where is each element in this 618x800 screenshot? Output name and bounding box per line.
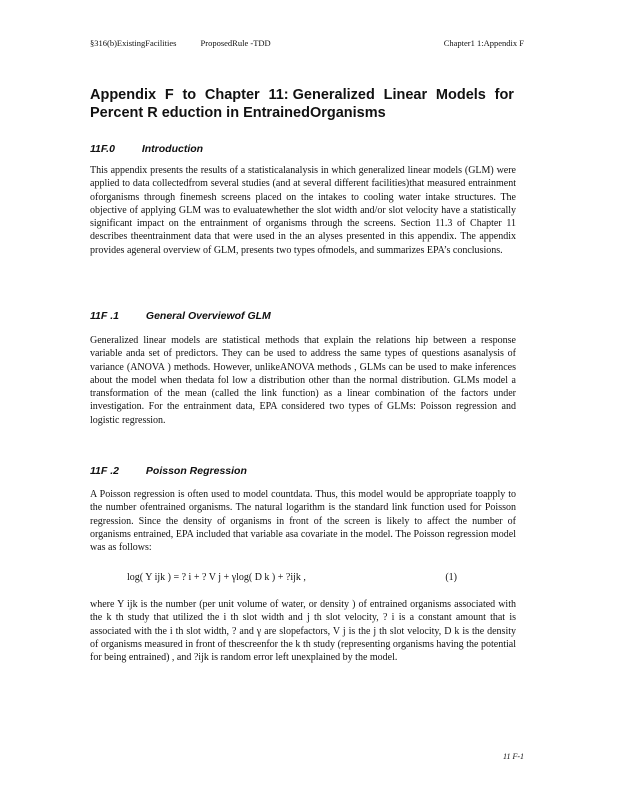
equation-number: (1) [445,572,457,583]
title-word: Chapter [204,87,260,103]
title-line-2: Percent R eduction in EntrainedOrganisms [90,105,386,121]
poisson-paragraph: A Poisson regression is often used to model countdata. Thus, this model would be appropriate toapply to the number ofentrained organisms. The natural logarithm is the standard link function used for Poisson regression. Since the density of organisms in front of the screen is likely to affect the number of organisms entrained, EPA included that variable asa covariate in the model. The Poisson regression model was as follows: [90,489,516,554]
section-title: Poisson Regression [145,465,247,477]
title-word: Models [435,87,486,103]
section-title: Introduction [141,143,204,155]
header-section-ref: §316(b)ExistingFacilities [90,38,177,48]
title-word: to [182,87,197,103]
title-word: Linear [383,87,428,103]
running-header-left [90,38,271,48]
page-number: 11 F-1 [503,752,524,761]
variable-definitions-paragraph: where Y ijk is the number (per unit volume of water, or density ) of entrained organisms associated with the k th study that utilized the i th slot width and j th slot velocity, ? i is a constant amount that is associated with the i th slot width, ? and γ are slopefactors, V j is the j th slot velocity, D k is the density of organisms measured in front of thescreenfor the k th study (representing organisms having the potential for being entrained) , and ?ijk is random error left unexplained by the model. [90,599,516,664]
section-heading-poisson [90,465,247,477]
title-line-1 [90,86,514,104]
section-number: 11F .2 [90,465,119,477]
title-word: 11: Generalized [268,87,375,103]
section-heading-glm-overview [90,310,271,322]
section-number: 11F.0 [90,143,115,155]
header-rule: ProposedRule -TDD [200,38,271,48]
header-chapter: Chapter1 1:Appendix F [443,38,524,48]
section-number: 11F .1 [90,310,119,322]
introduction-paragraph: This appendix presents the results of a statisticalanalysis in which generalized linear models (GLM) were applied to data collectedfrom several studies (and at several different facilities)that measured entrainment oforganisms through finemesh screens placed on the intakes to cooling water intake structures. The objective of applying GLM was to evaluatewhether the slot width and/or slot velocity have a statistically significant impact on the entrainment of organisms through the screens. Section 11.3 of Chapter 11 describes theentrainment data that were used in the an alyses presented in this appendix. The appendix provides ageneral overview of GLM, presents two types ofmodels, and summarizes EPA’s conclusions. [90,165,516,256]
title-word: for [494,87,514,103]
section-heading-introduction [90,143,203,155]
title-word: F [164,87,174,103]
equation-1 [127,572,457,583]
title-word: Appendix [90,87,157,103]
glm-overview-paragraph: Generalized linear models are statistical methods that explain the relations hip between a response variable anda set of predictors. They can be used to address the same types of questions asanalysis of variance (ANOVA ) methods. However, unlikeANOVA methods , GLMs can be used to make inferences about the model when thedata fol low a distribution other than the normal distribution. GLMs model a transformation of the mean (called the link function) as a linear combination of the factors under investigation. For the entrainment data, EPA considered two types of GLMs: Poisson regression and logistic regression. [90,335,516,426]
section-title: General Overviewof GLM [145,310,271,322]
page-title [90,86,514,122]
equation-text: log( Y ijk ) = ? i + ? V j + γlog( D k ) + ?ijk , [127,572,306,583]
